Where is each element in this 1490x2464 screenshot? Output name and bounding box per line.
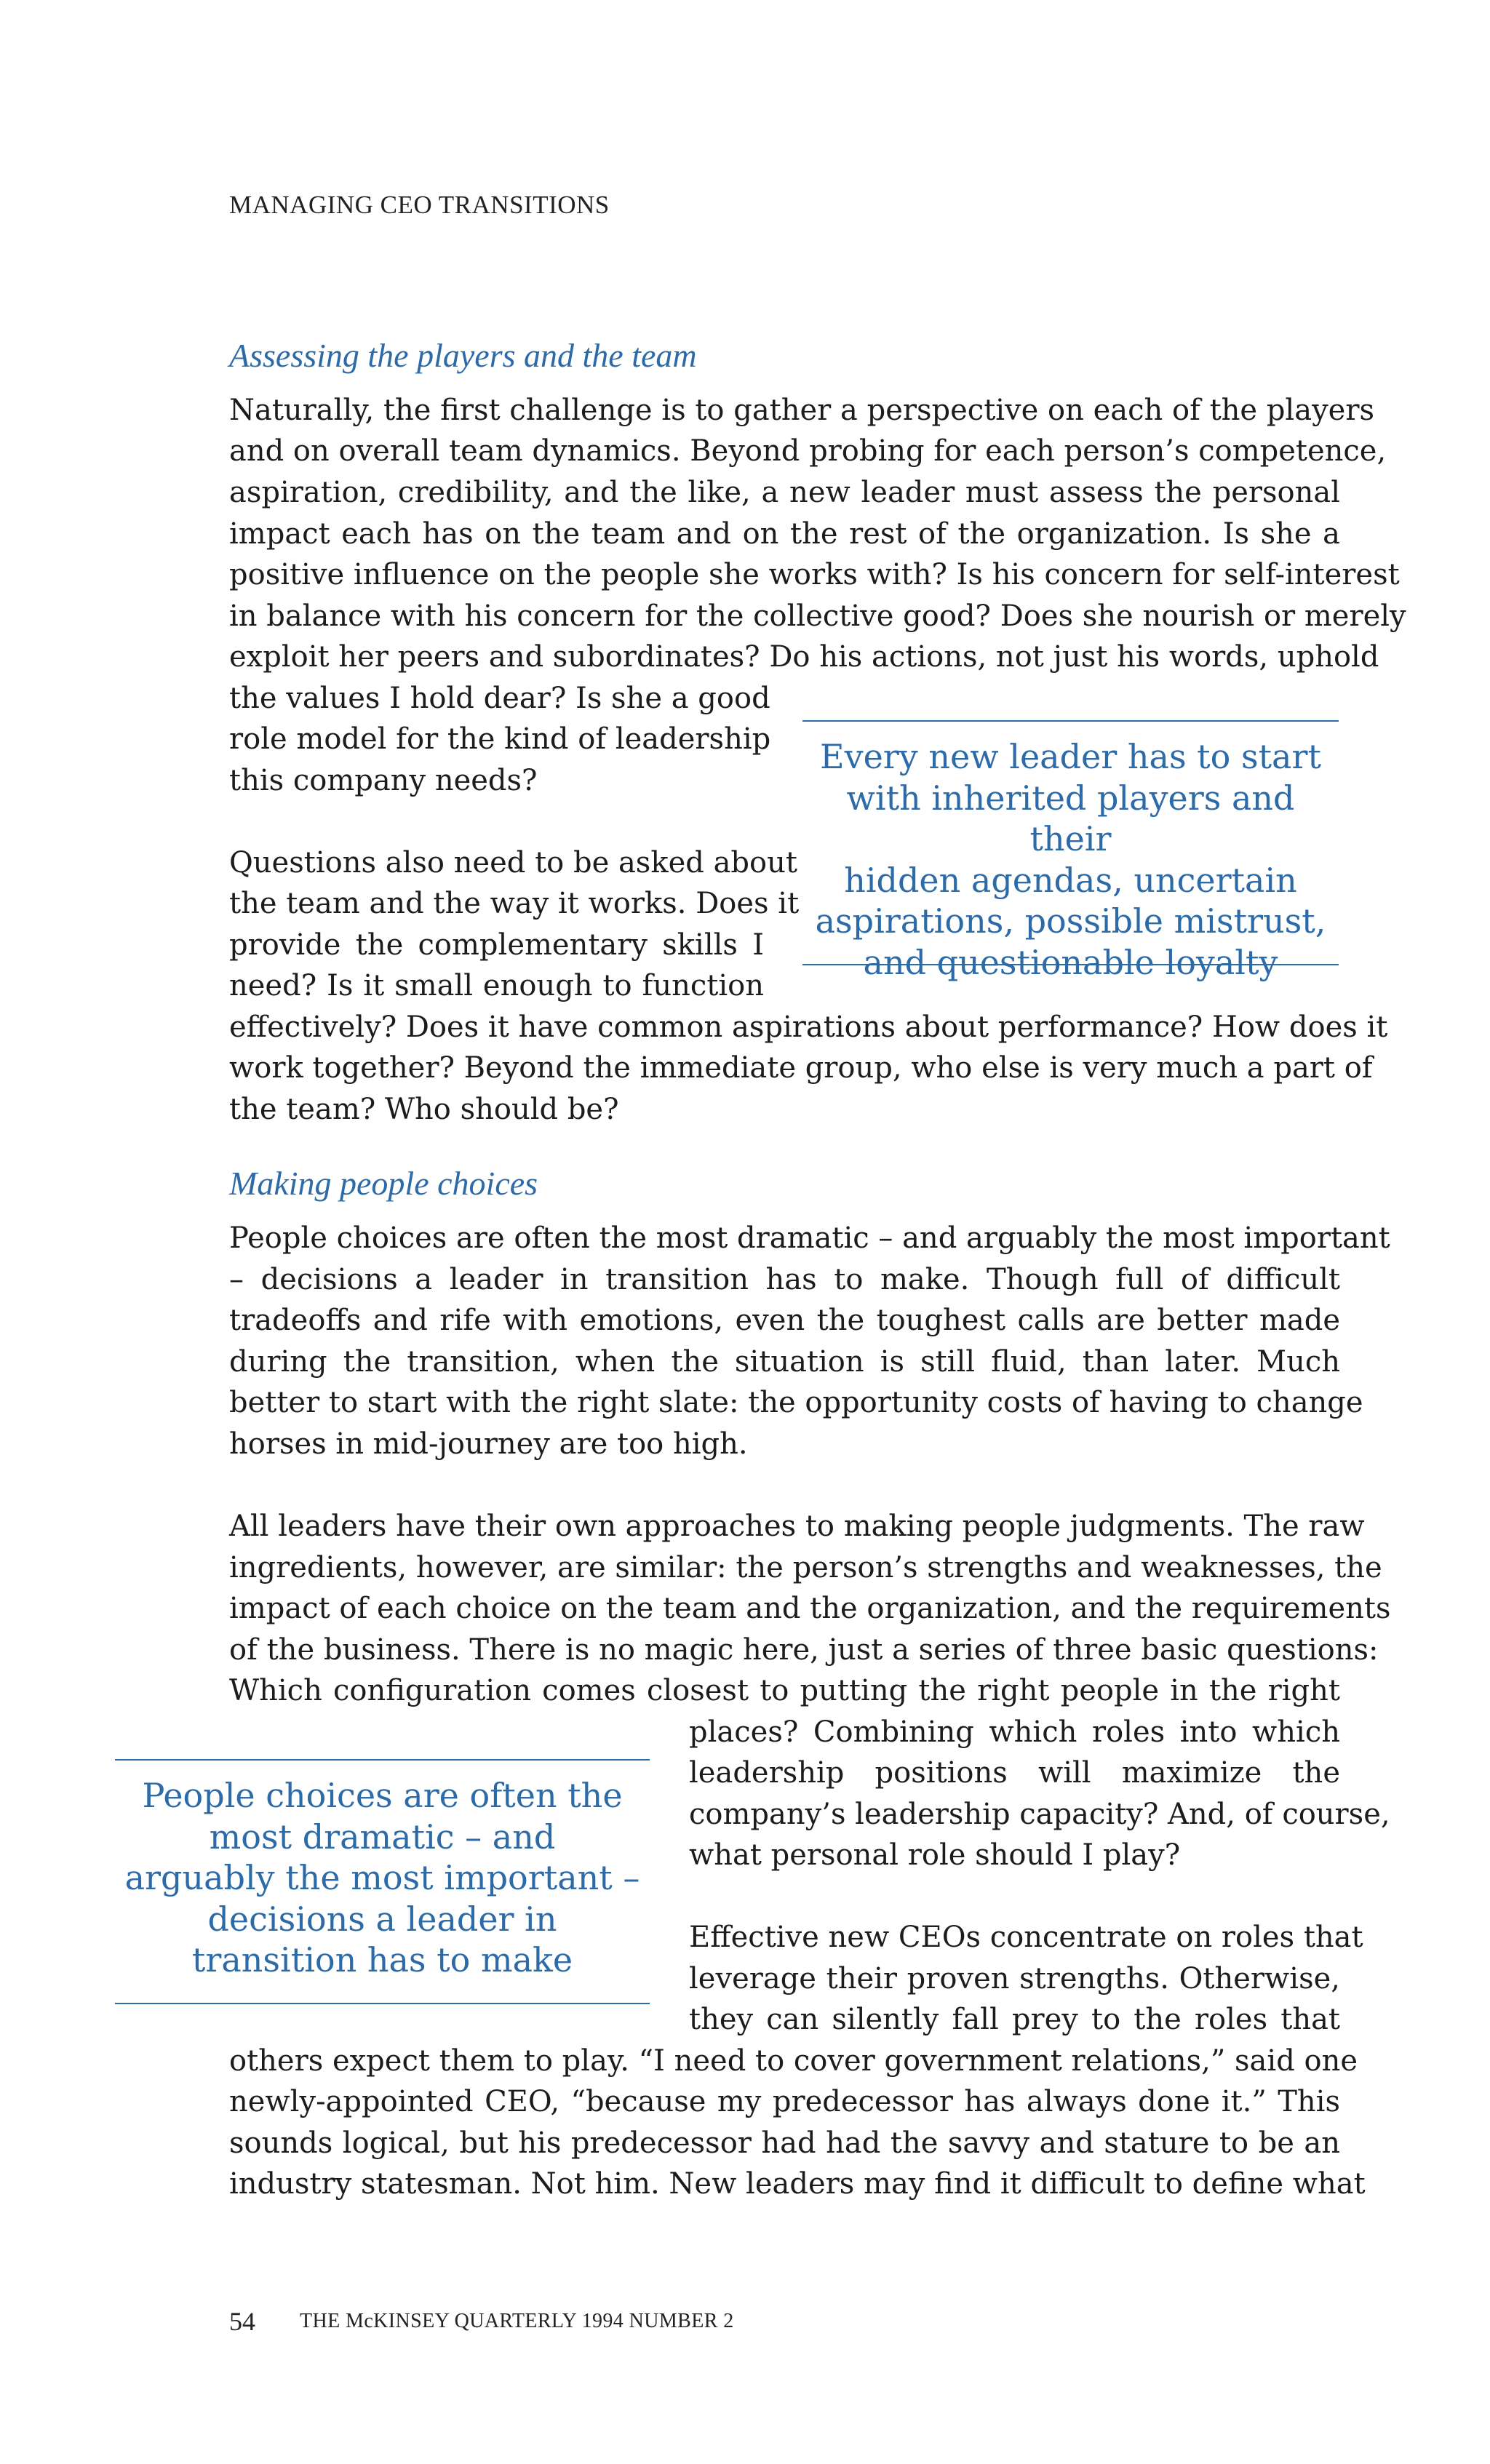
- pullquote-rule-bottom: [115, 2003, 650, 2004]
- pullquote-line: People choices are often the: [142, 1776, 623, 1815]
- body-line: places? Combining which roles into which: [689, 1715, 1340, 1749]
- body-line: impact of each choice on the team and the organization, and the requirements: [229, 1592, 1391, 1625]
- running-head: MANAGING CEO TRANSITIONS: [229, 191, 610, 219]
- pullquote-line: with inherited players and their: [846, 778, 1295, 859]
- body-line: effectively? Does it have common aspirations about performance? How does it: [229, 1010, 1388, 1044]
- pullquote-line: hidden agendas, uncertain: [844, 860, 1297, 900]
- body-line: horses in mid-journey are too high.: [229, 1427, 748, 1461]
- body-line: need? Is it small enough to function: [229, 969, 764, 1002]
- pullquote-line: arguably the most important –: [124, 1858, 640, 1898]
- body-line: sounds logical, but his predecessor had had the savvy and stature to be an: [229, 2126, 1340, 2160]
- body-line: what personal role should I play?: [689, 1838, 1181, 1872]
- body-line: ingredients, however, are similar: the person’s strengths and weaknesses, the: [229, 1551, 1382, 1584]
- body-line: of the business. There is no magic here, just a series of three basic questions:: [229, 1633, 1379, 1667]
- body-line: the team and the way it works. Does it: [229, 887, 800, 920]
- pullquote-rule-top: [115, 1759, 650, 1761]
- body-line: aspiration, credibility, and the like, a new leader must assess the personal: [229, 476, 1340, 509]
- page-number: 54: [229, 2307, 255, 2336]
- pullquote-every-new-leader: [802, 736, 1339, 984]
- body-line: tradeoffs and rife with emotions, even the toughest calls are better made: [229, 1304, 1340, 1337]
- body-line: company’s leadership capacity? And, of course,: [689, 1798, 1390, 1831]
- body-line: leadership positions will maximize the: [689, 1756, 1340, 1790]
- body-line: Naturally, the first challenge is to gather a perspective on each of the players: [229, 394, 1374, 427]
- publication-footer: THE McKINSEY QUARTERLY 1994 NUMBER 2: [300, 2310, 734, 2332]
- pullquote-line: most dramatic – and: [209, 1817, 556, 1857]
- body-line: leverage their proven strengths. Otherwise,: [689, 1962, 1340, 1995]
- body-line: People choices are often the most dramatic – and arguably the most important: [229, 1221, 1390, 1255]
- pullquote-line: decisions a leader in: [207, 1899, 557, 1939]
- body-line: better to start with the right slate: the opportunity costs of having to change: [229, 1386, 1363, 1419]
- body-line: Which configuration comes closest to putting the right people in the right: [229, 1674, 1340, 1707]
- body-line: during the transition, when the situation is still fluid, than later. Much: [229, 1345, 1340, 1379]
- body-line: the team? Who should be?: [229, 1093, 619, 1126]
- body-line: others expect them to play. “I need to cover government relations,” said one: [229, 2044, 1358, 2078]
- body-line: role model for the kind of leadership: [229, 722, 771, 756]
- body-line: Effective new CEOs concentrate on roles that: [689, 1921, 1363, 1954]
- body-line: All leaders have their own approaches to making people judgments. The raw: [229, 1510, 1365, 1543]
- pullquote-line: and questionable loyalty: [863, 942, 1278, 982]
- body-line: Questions also need to be asked about: [229, 846, 797, 880]
- pullquote-rule-top: [802, 720, 1339, 722]
- pullquote-line: Every new leader has to start: [820, 737, 1321, 776]
- body-line: impact each has on the team and on the rest of the organization. Is she a: [229, 517, 1340, 551]
- body-line: exploit her peers and subordinates? Do his actions, not just his words, uphold: [229, 640, 1379, 674]
- body-line: – decisions a leader in transition has to make. Though full of difficult: [229, 1263, 1340, 1296]
- body-line: the values I hold dear? Is she a good: [229, 682, 770, 715]
- pullquote-people-choices: [115, 1775, 650, 1981]
- body-line: they can silently fall prey to the roles that: [689, 2003, 1340, 2036]
- body-line: and on overall team dynamics. Beyond probing for each person’s competence,: [229, 434, 1387, 468]
- pullquote-rule-bottom: [802, 964, 1339, 965]
- pullquote-line: aspirations, possible mistrust,: [815, 901, 1326, 941]
- pullquote-line: transition has to make: [191, 1940, 573, 1980]
- body-line: provide the complementary skills I: [229, 928, 764, 962]
- body-line: work together? Beyond the immediate group, who else is very much a part of: [229, 1051, 1373, 1085]
- body-line: in balance with his concern for the collective good? Does she nourish or merely: [229, 599, 1406, 633]
- section-heading-assessing: Assessing the players and the team: [229, 337, 697, 374]
- body-line: industry statesman. Not him. New leaders may find it difficult to define what: [229, 2167, 1366, 2201]
- section-heading-people-choices: Making people choices: [229, 1165, 538, 1202]
- body-line: positive influence on the people she works with? Is his concern for self-interest: [229, 558, 1400, 591]
- body-line: this company needs?: [229, 764, 538, 797]
- body-line: newly-appointed CEO, “because my predecessor has always done it.” This: [229, 2085, 1340, 2118]
